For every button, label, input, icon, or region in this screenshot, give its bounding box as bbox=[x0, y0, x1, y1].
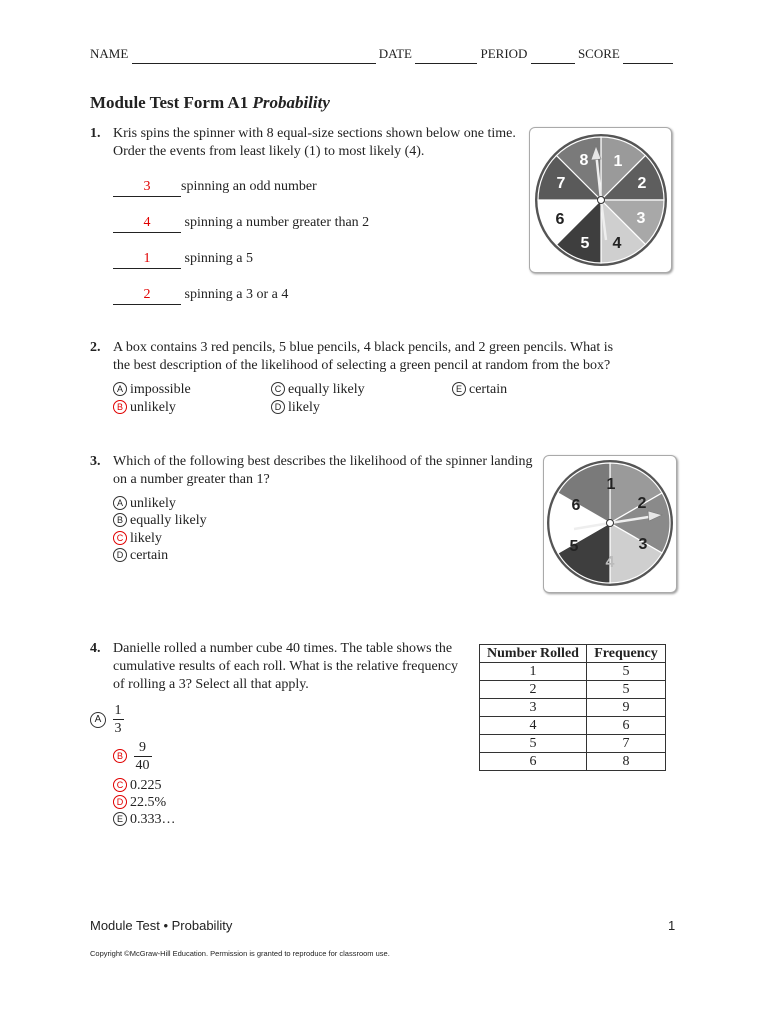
score-field[interactable] bbox=[623, 45, 673, 64]
q3-option[interactable] bbox=[113, 495, 176, 513]
q4-text-line1: Danielle rolled a number cube 40 times. The table shows the bbox=[113, 641, 453, 656]
period-label: PERIOD bbox=[480, 46, 528, 61]
option-bubble[interactable]: C bbox=[113, 778, 127, 792]
table-header: Frequency bbox=[587, 645, 666, 663]
q3-option[interactable] bbox=[113, 547, 168, 565]
footer-copyright: Copyright ©McGraw-Hill Education. Permission is granted to reproduce for classroom use. bbox=[90, 949, 390, 958]
q2-number: 2. bbox=[90, 340, 101, 355]
table-row bbox=[480, 753, 666, 771]
q3-text-line2: on a number greater than 1? bbox=[113, 472, 270, 487]
option-text: unlikely bbox=[130, 400, 176, 415]
table-header-row bbox=[480, 645, 666, 663]
q2-text-line2: the best description of the likelihood of selecting a green pencil at random from the box? bbox=[113, 358, 611, 373]
table-row bbox=[480, 663, 666, 681]
table-cell: 6 bbox=[480, 753, 587, 771]
q4-option[interactable] bbox=[113, 739, 152, 774]
option-bubble[interactable]: C bbox=[271, 382, 285, 396]
option-bubble[interactable]: A bbox=[113, 382, 127, 396]
q3-text-line1: Which of the following best describes the likelihood of the spinner landing bbox=[113, 454, 533, 469]
title-subject: Probability bbox=[252, 93, 330, 112]
table-cell: 6 bbox=[587, 717, 666, 735]
q1-item-text: spinning a 3 or a 4 bbox=[181, 287, 289, 302]
table-cell: 5 bbox=[587, 681, 666, 699]
q1-item-text: spinning a number greater than 2 bbox=[181, 215, 370, 230]
spinner-8-label: 3 bbox=[636, 210, 646, 227]
fraction-denominator: 3 bbox=[114, 721, 122, 736]
table-cell: 1 bbox=[480, 663, 587, 681]
table-cell: 7 bbox=[587, 735, 666, 753]
header-row bbox=[90, 45, 673, 64]
option-bubble[interactable]: B bbox=[113, 400, 127, 414]
q1-text-line2: Order the events from least likely (1) to most likely (4). bbox=[113, 144, 425, 159]
q2-text-line1: A box contains 3 red pencils, 5 blue pencils, 4 black pencils, and 2 green pencils. What is bbox=[113, 340, 614, 355]
table-row bbox=[480, 735, 666, 753]
q4-option[interactable] bbox=[113, 811, 176, 829]
spinner-6-label: 5 bbox=[569, 538, 579, 555]
option-text: 0.333… bbox=[130, 812, 176, 827]
spinner-6-hub bbox=[607, 520, 614, 527]
spinner-8-label: 8 bbox=[579, 152, 589, 169]
q1-text-line1: Kris spins the spinner with 8 equal-size sections shown below one time. bbox=[113, 126, 516, 141]
spinner-8-label: 2 bbox=[637, 175, 647, 192]
table-header: Number Rolled bbox=[480, 645, 587, 663]
q1-answer-blank[interactable]: 1 bbox=[113, 250, 181, 269]
fraction-numerator: 1 bbox=[114, 703, 122, 718]
q4-prompt bbox=[90, 640, 470, 694]
fraction-denominator: 40 bbox=[135, 758, 150, 773]
q1-answer-blank[interactable]: 3 bbox=[113, 178, 181, 197]
q2-option[interactable] bbox=[113, 381, 191, 399]
spinner-6-label: 6 bbox=[571, 497, 581, 514]
name-field[interactable] bbox=[132, 45, 376, 64]
q1-answer-blank[interactable]: 2 bbox=[113, 286, 181, 305]
q4-option[interactable] bbox=[90, 702, 124, 737]
score-label: SCORE bbox=[577, 46, 620, 61]
option-text: impossible bbox=[130, 382, 191, 397]
spinner-8-label: 7 bbox=[556, 175, 566, 192]
table-cell: 9 bbox=[587, 699, 666, 717]
option-bubble[interactable]: A bbox=[113, 496, 127, 510]
q4-text-line2: cumulative results of each roll. What is the relative frequency bbox=[113, 659, 458, 674]
option-text: equally likely bbox=[130, 513, 207, 528]
q4-option[interactable] bbox=[113, 794, 166, 812]
q3-prompt bbox=[90, 453, 540, 489]
q1-item bbox=[113, 178, 317, 197]
q3-number: 3. bbox=[90, 454, 101, 469]
spinner-8-frame bbox=[529, 127, 672, 273]
option-text: 22.5% bbox=[130, 795, 167, 810]
option-text: equally likely bbox=[288, 382, 365, 397]
q2-option[interactable] bbox=[271, 381, 365, 399]
option-text: 0.225 bbox=[130, 778, 162, 793]
spinner-8-label: 6 bbox=[555, 211, 565, 228]
q2-prompt bbox=[90, 339, 650, 375]
spinner-8-graphic bbox=[530, 128, 671, 272]
option-bubble[interactable]: D bbox=[271, 400, 285, 414]
q2-option[interactable] bbox=[113, 399, 176, 417]
q1-item bbox=[113, 250, 253, 269]
option-bubble[interactable]: A bbox=[90, 712, 106, 728]
title-main: Module Test Form A1 bbox=[90, 93, 249, 112]
spinner-6-frame bbox=[543, 455, 677, 593]
footer-left: Module Test • Probability bbox=[90, 918, 233, 933]
date-field[interactable] bbox=[415, 45, 477, 64]
option-text: unlikely bbox=[130, 496, 176, 511]
frequency-table bbox=[479, 644, 666, 771]
name-label: NAME bbox=[90, 46, 129, 61]
table-cell: 8 bbox=[587, 753, 666, 771]
q1-item-text: spinning a 5 bbox=[181, 251, 253, 266]
spinner-6-graphic bbox=[544, 456, 676, 592]
q2-option[interactable] bbox=[452, 381, 507, 399]
spinner-6-label: 4 bbox=[605, 554, 615, 571]
page-title bbox=[90, 93, 330, 113]
q3-option[interactable] bbox=[113, 530, 162, 548]
spinner-6-label: 2 bbox=[637, 495, 647, 512]
table-cell: 3 bbox=[480, 699, 587, 717]
table-row bbox=[480, 699, 666, 717]
option-bubble[interactable]: D bbox=[113, 548, 127, 562]
option-bubble[interactable]: B bbox=[113, 513, 127, 527]
spinner-8-label: 1 bbox=[613, 153, 623, 170]
period-field[interactable] bbox=[531, 45, 575, 64]
fraction-numerator: 9 bbox=[134, 739, 152, 757]
option-text: certain bbox=[130, 548, 169, 563]
spinner-6-label: 1 bbox=[606, 476, 616, 493]
table-cell: 2 bbox=[480, 681, 587, 699]
spinner-8-hub bbox=[598, 197, 605, 204]
table-cell: 5 bbox=[480, 735, 587, 753]
date-label: DATE bbox=[378, 46, 412, 61]
footer-page-number: 1 bbox=[668, 918, 676, 933]
q1-item-text: spinning an odd number bbox=[181, 179, 317, 194]
table-cell: 4 bbox=[480, 717, 587, 735]
q4-number: 4. bbox=[90, 641, 101, 656]
q3-option[interactable] bbox=[113, 512, 207, 530]
option-bubble[interactable]: C bbox=[113, 531, 127, 545]
q1-item bbox=[113, 286, 288, 305]
option-text: likely bbox=[288, 400, 320, 415]
q1-prompt bbox=[90, 125, 520, 161]
option-bubble[interactable]: B bbox=[113, 749, 127, 763]
fraction-nine-fortieths bbox=[134, 739, 152, 774]
option-bubble[interactable]: E bbox=[452, 382, 466, 396]
q1-number: 1. bbox=[90, 126, 101, 141]
spinner-8-label: 4 bbox=[612, 235, 622, 252]
table-row bbox=[480, 717, 666, 735]
option-bubble[interactable]: E bbox=[113, 812, 127, 826]
q1-item bbox=[113, 214, 369, 233]
option-bubble[interactable]: D bbox=[113, 795, 127, 809]
q2-option[interactable] bbox=[271, 399, 320, 417]
option-text: likely bbox=[130, 531, 162, 546]
q4-option[interactable] bbox=[113, 777, 162, 795]
spinner-8-label: 5 bbox=[580, 235, 590, 252]
fraction-one-third bbox=[113, 702, 124, 737]
table-row bbox=[480, 681, 666, 699]
q4-text-line3: of rolling a 3? Select all that apply. bbox=[113, 677, 309, 692]
spinner-6-label: 3 bbox=[638, 536, 648, 553]
option-text: certain bbox=[469, 382, 508, 397]
q1-answer-blank[interactable]: 4 bbox=[113, 214, 181, 233]
table-cell: 5 bbox=[587, 663, 666, 681]
